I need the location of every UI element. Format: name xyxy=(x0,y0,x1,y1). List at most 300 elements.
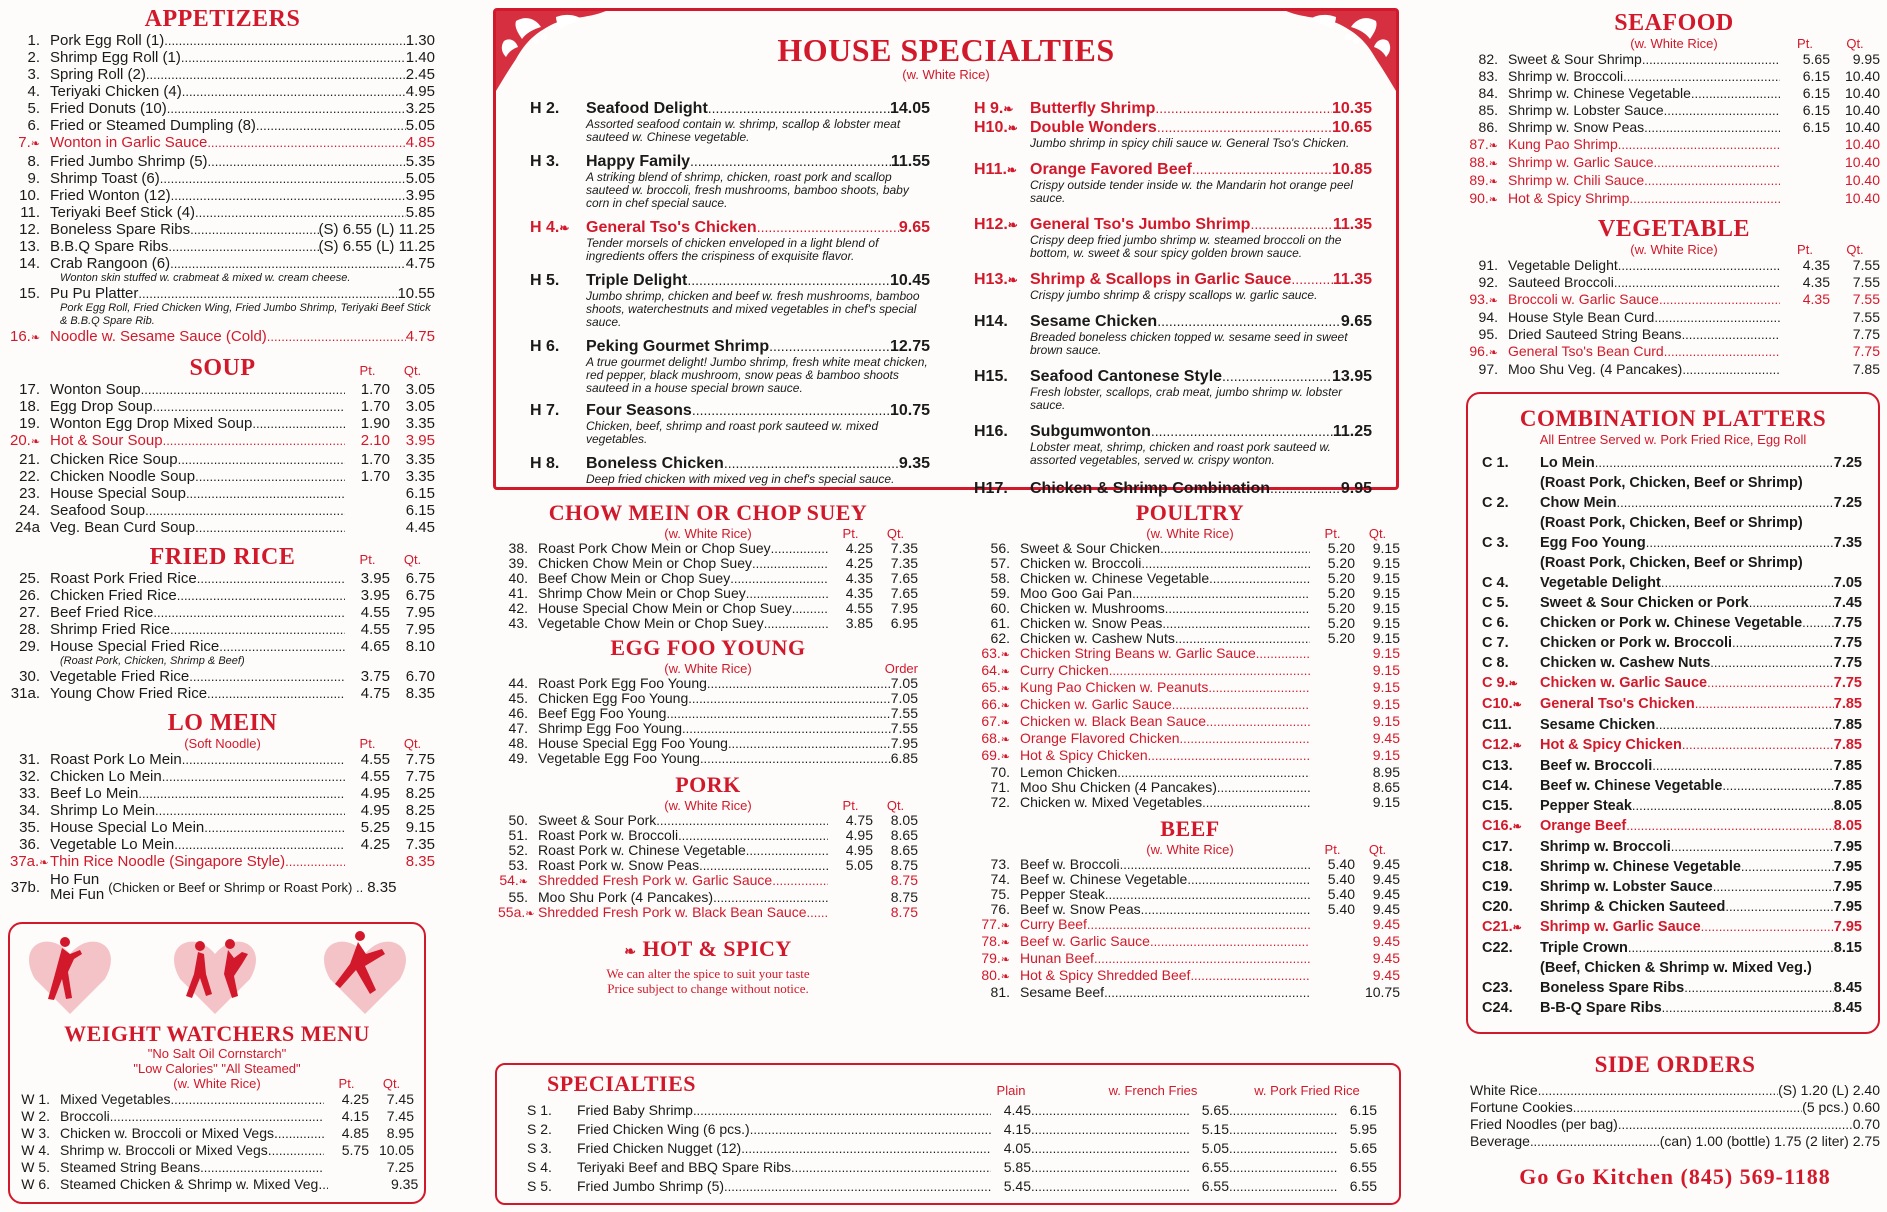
item-number: 70. xyxy=(990,764,1010,780)
pork-subtitle: (w. White Rice) xyxy=(664,798,752,813)
side-orders-section xyxy=(1470,1052,1880,1190)
combination-name: Chicken or Pork w. Chinese Vegetable xyxy=(1540,615,1803,631)
item-price-qt: 7.35 xyxy=(890,555,918,571)
house-specialty-row xyxy=(974,118,1372,137)
hot-spicy-icon: ❧ xyxy=(1488,347,1498,359)
item-name: Chicken Lo Mein xyxy=(50,768,162,785)
menu-item xyxy=(10,381,435,398)
menu-item xyxy=(10,751,435,768)
item-name: Roast Pork Egg Foo Young xyxy=(538,675,707,691)
combination-item xyxy=(1482,837,1862,857)
item-number: 88.❧ xyxy=(1469,154,1498,170)
combination-code: C15. xyxy=(1482,798,1513,814)
item-name: Chicken w. Broccoli xyxy=(1020,555,1142,571)
item-number: 57. xyxy=(990,555,1010,571)
hot-spicy-icon: ❧ xyxy=(1512,740,1522,752)
menu-item xyxy=(10,685,435,702)
item-number: 15. xyxy=(19,285,40,302)
item-37b-desc: (Chicken or Beef or Shrimp or Roast Pork) .. xyxy=(108,879,364,895)
item-price: 2.45 xyxy=(405,66,435,83)
item-name: Chicken w. Broccoli or Mixed Vegs. xyxy=(60,1125,278,1141)
menu-item xyxy=(498,586,918,601)
item-price: 5.85 xyxy=(405,204,435,221)
combination-item xyxy=(1482,694,1862,715)
specialty-item xyxy=(527,1177,1377,1196)
specialty-price-fries: 6.55 xyxy=(1201,1178,1229,1194)
specialties-fries-header: w. French Fries xyxy=(1108,1083,1198,1098)
lo-mein-list xyxy=(10,751,435,872)
item-price-pt: 5.40 xyxy=(1327,856,1355,872)
item-number: 66.❧ xyxy=(981,696,1010,712)
house-specialty-row xyxy=(974,160,1372,179)
house-specialty-code: H15. xyxy=(974,368,1008,385)
hot-spicy-icon: ❧ xyxy=(1512,922,1522,934)
combination-code: C18. xyxy=(1482,859,1513,875)
menu-item xyxy=(1468,343,1880,361)
house-specialty-code: H11.❧ xyxy=(974,161,1017,178)
combination-name: Shrimp w. Chinese Vegetable xyxy=(1540,859,1741,875)
item-price-pt: 5.20 xyxy=(1327,600,1355,616)
mei-fun-label: Mei Fun xyxy=(50,886,105,903)
combination-code: C10.❧ xyxy=(1482,696,1522,712)
house-specialty-price: 10.85 xyxy=(1331,161,1372,178)
menu-item xyxy=(1468,361,1880,378)
menu-item xyxy=(498,873,918,890)
item-name: Shrimp Egg Roll (1) xyxy=(50,49,181,66)
item-number: 24a xyxy=(14,519,40,536)
item-name: Chicken w. Garlic Sauce xyxy=(1020,696,1172,712)
menu-item xyxy=(14,1142,414,1159)
house-specialty-code: H 5. xyxy=(530,272,560,289)
item-number: 79.❧ xyxy=(981,950,1010,966)
pork-pt-header: Pt. xyxy=(842,798,859,813)
menu-item xyxy=(10,819,435,836)
hot-spicy-icon: ❧ xyxy=(1000,649,1010,661)
chow-mein-pt-header: Pt. xyxy=(842,526,859,541)
item-name: Crab Rangoon (6) xyxy=(50,255,171,272)
house-specialty-name: Peking Gourmet Shrimp xyxy=(586,338,770,355)
combination-code: C22. xyxy=(1482,940,1513,956)
item-price-qt: 7.35 xyxy=(890,540,918,556)
item-name: Curry Chicken xyxy=(1020,662,1109,678)
menu-item xyxy=(10,451,435,468)
house-specialty-item xyxy=(530,271,930,329)
item-number: 18. xyxy=(19,398,40,415)
item-price-pt: 4.85 xyxy=(341,1125,369,1141)
combination-code: C12.❧ xyxy=(1482,737,1522,753)
combination-price: 7.75 xyxy=(1833,675,1862,691)
item-number: 52. xyxy=(508,842,528,858)
menu-item xyxy=(498,616,918,631)
combination-title: COMBINATION PLATTERS xyxy=(1519,406,1827,431)
specialty-price-rice: 6.15 xyxy=(1349,1102,1377,1118)
house-specialty-name: Chicken & Shrimp Combination xyxy=(1030,480,1271,497)
specialty-name: Teriyaki Beef and BBQ Spare Ribs xyxy=(577,1159,791,1175)
item-price: 4.75 xyxy=(405,328,435,345)
lo-mein-subtitle: (Soft Noodle) xyxy=(184,736,261,751)
specialty-name: Fried Chicken Nugget (12) xyxy=(577,1140,742,1156)
item-number: 2. xyxy=(27,49,40,66)
item-number: 24. xyxy=(19,502,40,519)
combination-sub: (Roast Pork, Chicken, Beef or Shrimp) xyxy=(1540,475,1803,491)
item-price-pt: 4.25 xyxy=(845,555,873,571)
item-number: 91. xyxy=(1478,257,1498,273)
menu-item xyxy=(980,795,1400,810)
item-number: 11. xyxy=(20,204,40,221)
house-specialty-row xyxy=(530,218,930,237)
menu-item xyxy=(14,1091,414,1108)
item-price-qt: 6.75 xyxy=(405,570,435,587)
item-name: Chicken Egg Foo Young xyxy=(538,690,689,706)
combination-name: Lo Mein xyxy=(1540,455,1595,471)
hot-spicy-icon: ❧ xyxy=(1508,678,1518,690)
seafood-qt-header: Qt. xyxy=(1846,36,1864,51)
item-price-qt: 8.65 xyxy=(890,827,918,843)
hot-spicy-icon: ❧ xyxy=(1488,295,1498,307)
combination-code: C 6. xyxy=(1482,615,1509,631)
side-order-name: Fortune Cookies xyxy=(1470,1099,1573,1115)
item-number: 30. xyxy=(19,668,40,685)
item-price-pt: 5.05 xyxy=(845,857,873,873)
house-specialty-name: Double Wonders xyxy=(1030,119,1157,136)
combination-item xyxy=(1482,857,1862,877)
item-number: 20.❧ xyxy=(10,432,41,449)
item-number: 8. xyxy=(27,153,40,170)
item-number: 81. xyxy=(990,984,1010,1000)
item-price-pt: 4.35 xyxy=(1802,274,1830,290)
item-number: W 4. xyxy=(21,1142,50,1158)
item-name: Shredded Fresh Pork w. Garlic Sauce xyxy=(538,872,773,888)
item-number: 55a.❧ xyxy=(498,904,535,920)
item-number: W 5. xyxy=(21,1159,50,1175)
item-37b-price: 8.35 xyxy=(367,878,397,896)
item-price-pt: 4.55 xyxy=(360,751,390,768)
combination-price: 7.05 xyxy=(1833,575,1862,591)
item-price: 4.85 xyxy=(405,134,435,151)
house-specialty-desc: Jumbo shrimp in spicy chili sauce w. General Tso's Chicken. xyxy=(1030,136,1350,150)
item-name: Sesame Beef xyxy=(1020,984,1105,1000)
house-specialty-row xyxy=(530,401,930,420)
menu-item xyxy=(14,1108,414,1125)
item-price-pt: 5.20 xyxy=(1327,585,1355,601)
item-price-qt: 7.55 xyxy=(1852,309,1880,325)
house-specialty-row xyxy=(974,479,1372,498)
house-specialty-row xyxy=(530,152,930,171)
item-price-pt: 6.15 xyxy=(1802,102,1830,118)
item-name: Wonton Egg Drop Mixed Soup xyxy=(50,415,253,432)
item-price-pt: 4.25 xyxy=(360,836,390,853)
house-specialty-name: Happy Family xyxy=(586,153,691,170)
menu-item xyxy=(980,556,1400,571)
ww-line2: "Low Calories" "All Steamed" xyxy=(133,1061,301,1076)
item-price-pt: 4.75 xyxy=(360,685,390,702)
menu-item xyxy=(980,857,1400,872)
combination-item xyxy=(1482,613,1862,633)
item-name: Beef Egg Foo Young xyxy=(538,705,667,721)
house-specialty-name: Butterfly Shrimp xyxy=(1030,100,1156,117)
item-number: 46. xyxy=(508,705,528,721)
item-name: Boneless Spare Ribs xyxy=(50,221,191,238)
item-price: 7.55 xyxy=(890,705,918,721)
item-name: Roast Pork w. Snow Peas xyxy=(538,857,700,873)
fried-rice-list xyxy=(10,570,435,702)
menu-item xyxy=(980,631,1400,646)
item-price-qt: 10.40 xyxy=(1844,102,1880,118)
menu-item xyxy=(10,621,435,638)
combination-price: 7.95 xyxy=(1833,879,1862,895)
item-note: Pork Egg Roll, Fried Chicken Wing, Fried Jumbo Shrimp, Teriyaki Beef Stick & B.B.Q Spare Rib. xyxy=(60,302,431,327)
house-specialty-price: 11.35 xyxy=(1332,271,1372,288)
house-specialty-desc: A striking blend of shrimp, chicken, roast pork and scallop sauteed w. broccoli, fresh mushrooms, bamboo shoots, baby corn in chef special sauce. xyxy=(586,170,909,210)
menu-item xyxy=(1468,154,1880,172)
weight-watchers-box xyxy=(8,922,426,1204)
hot-spicy-icon: ❧ xyxy=(1000,683,1010,695)
house-specialty-price: 13.95 xyxy=(1331,368,1372,385)
item-price: 7.05 xyxy=(890,675,918,691)
item-price-qt: 8.65 xyxy=(890,842,918,858)
combination-code: C 4. xyxy=(1482,575,1509,591)
item-price-qt: 10.40 xyxy=(1844,154,1880,170)
item-number: 37a.❧ xyxy=(10,853,49,870)
house-specialty-price: 9.35 xyxy=(898,455,930,472)
item-price-qt: 9.45 xyxy=(1372,901,1400,917)
house-specialty-code: H12.❧ xyxy=(974,216,1018,233)
hot-spicy-title: HOT & SPICY xyxy=(642,936,792,961)
combination-code: C 1. xyxy=(1482,455,1509,471)
item-price: 5.35 xyxy=(405,153,435,170)
specialty-code: S 3. xyxy=(527,1140,552,1156)
item-price: 1.30 xyxy=(405,32,435,49)
combination-item xyxy=(1482,735,1862,756)
item-name: Moo Goo Gai Pan xyxy=(1020,585,1133,601)
item-number: 82. xyxy=(1478,51,1498,67)
item-price-pt: 5.40 xyxy=(1327,871,1355,887)
weight-watchers-art xyxy=(10,924,424,1024)
house-specialty-code: H16. xyxy=(974,423,1008,440)
item-price-pt: 4.65 xyxy=(360,638,390,655)
weight-watchers-list xyxy=(10,1091,424,1193)
specialty-price-rice: 6.55 xyxy=(1349,1159,1377,1175)
item-price-qt: 9.15 xyxy=(1372,630,1400,646)
menu-item xyxy=(498,571,918,586)
item-number: 59. xyxy=(990,585,1010,601)
house-specialty-name: Boneless Chicken xyxy=(586,455,724,472)
item-price-qt: 3.05 xyxy=(405,381,435,398)
combination-price: 8.05 xyxy=(1833,798,1862,814)
house-specialty-name: General Tso's Jumbo Shrimp xyxy=(1030,216,1251,233)
item-number: 45. xyxy=(508,690,528,706)
item-number: 31. xyxy=(19,751,40,768)
house-specialty-code: H 7. xyxy=(530,402,560,419)
house-specialty-price: 10.75 xyxy=(889,402,930,419)
menu-item xyxy=(1468,172,1880,190)
holly-corner-left-icon xyxy=(496,11,606,91)
item-price: 4.75 xyxy=(405,255,435,272)
item-name: Chicken String Beans w. Garlic Sauce xyxy=(1020,645,1256,661)
item-number: 25. xyxy=(19,570,40,587)
item-price-pt: 4.35 xyxy=(845,585,873,601)
chow-mein-list xyxy=(498,541,918,631)
item-name: Wonton Soup xyxy=(50,381,141,398)
item-number: 35. xyxy=(19,819,40,836)
house-specialty-item xyxy=(974,312,1372,357)
menu-item xyxy=(980,917,1400,934)
house-specialty-desc: Chicken, beef, shrimp and roast pork sauteed w. mixed vegetables. xyxy=(586,419,879,446)
item-price-qt: 10.40 xyxy=(1844,119,1880,135)
combination-name: Boneless Spare Ribs xyxy=(1540,980,1685,996)
item-price-qt: 8.95 xyxy=(1372,764,1400,780)
combination-price: 7.95 xyxy=(1833,859,1862,875)
item-number: 40. xyxy=(508,570,528,586)
item-price: 7.05 xyxy=(890,690,918,706)
menu-item xyxy=(980,934,1400,951)
item-number: 54.❧ xyxy=(499,872,528,888)
center-right-column xyxy=(980,500,1400,1000)
menu-item xyxy=(10,285,435,302)
specialty-code: S 5. xyxy=(527,1178,552,1194)
item-name: Teriyaki Chicken (4) xyxy=(50,83,182,100)
hot-spicy-icon: ❧ xyxy=(1000,751,1010,763)
item-name: Moo Shu Pork (4 Pancakes) xyxy=(538,889,714,905)
item-number: 39. xyxy=(508,555,528,571)
ww-qt-header: Qt. xyxy=(382,1076,401,1091)
specialties-plain-header: Plain xyxy=(996,1083,1026,1098)
item-price-pt: 4.55 xyxy=(360,768,390,785)
item-number: 61. xyxy=(990,615,1010,631)
menu-item xyxy=(498,541,918,556)
side-order-price: (can) 1.00 (bottle) 1.75 (2 liter) 2.75 xyxy=(1659,1133,1880,1149)
house-specialty-item xyxy=(974,270,1372,302)
combination-code: C 3. xyxy=(1482,535,1509,551)
specialty-name: Fried Jumbo Shrimp (5) xyxy=(577,1178,725,1194)
menu-item xyxy=(980,872,1400,887)
combination-item xyxy=(1482,673,1862,694)
item-price-qt: 7.45 xyxy=(386,1091,414,1107)
combination-item xyxy=(1482,796,1862,816)
menu-item xyxy=(10,502,435,519)
item-price-qt: 9.15 xyxy=(1372,645,1400,661)
specialty-price-fries: 5.65 xyxy=(1201,1102,1229,1118)
combination-price: 7.85 xyxy=(1833,737,1862,753)
menu-item xyxy=(498,858,918,873)
combination-item xyxy=(1482,816,1862,837)
item-name: Vegetable Lo Mein xyxy=(50,836,175,853)
specialty-price-rice: 5.95 xyxy=(1349,1121,1377,1137)
item-name: Moo Shu Chicken (4 Pancakes) xyxy=(1020,779,1217,795)
combination-price: 8.15 xyxy=(1833,940,1862,956)
item-price-pt: 5.25 xyxy=(360,819,390,836)
item-price-qt: 9.35 xyxy=(390,1176,419,1192)
menu-item xyxy=(980,780,1400,795)
combination-name: Chicken w. Garlic Sauce xyxy=(1540,675,1708,691)
item-price-pt: 1.90 xyxy=(360,415,390,432)
item-price-qt: 9.45 xyxy=(1372,856,1400,872)
left-column xyxy=(10,6,435,902)
item-number: W 3. xyxy=(21,1125,50,1141)
menu-item xyxy=(10,785,435,802)
item-name: Roast Pork Chow Mein or Chop Suey xyxy=(538,540,771,556)
side-order-price: (5 pcs.) 0.60 xyxy=(1802,1099,1880,1115)
item-number: 16.❧ xyxy=(10,328,41,345)
house-specialty-code: H10.❧ xyxy=(974,119,1018,136)
menu-item xyxy=(10,204,435,221)
item-name: Fried Jumbo Shrimp (5) xyxy=(50,153,208,170)
beef-list xyxy=(980,857,1400,1000)
house-specialty-price: 10.45 xyxy=(889,272,930,289)
hot-spicy-icon: ❧ xyxy=(1006,163,1017,177)
ww-line3: (w. White Rice) xyxy=(173,1076,261,1091)
poultry-title: POULTRY xyxy=(1135,500,1245,525)
item-price-pt: 5.75 xyxy=(341,1142,369,1158)
house-specialty-code: H14. xyxy=(974,313,1008,330)
item-price-qt: 9.15 xyxy=(1372,679,1400,695)
item-number: 32. xyxy=(19,768,40,785)
combination-name: Vegetable Delight xyxy=(1540,575,1661,591)
item-price-qt: 9.45 xyxy=(1372,886,1400,902)
chow-mein-qt-header: Qt. xyxy=(886,526,905,541)
house-specialty-name: General Tso's Chicken xyxy=(586,219,757,236)
item-number: 63.❧ xyxy=(981,645,1010,661)
item-price-pt: 5.40 xyxy=(1327,886,1355,902)
house-specialties-box xyxy=(493,8,1399,497)
item-name: Fried or Steamed Dumpling (8) xyxy=(50,117,256,134)
hot-spicy-icon: ❧ xyxy=(1488,140,1498,152)
house-specialty-item xyxy=(974,367,1372,412)
item-number: 77.❧ xyxy=(981,916,1010,932)
item-price-pt: 3.95 xyxy=(360,570,390,587)
combination-code: C23. xyxy=(1482,980,1513,996)
item-number: 50. xyxy=(508,812,528,828)
house-specialty-desc: Tender morsels of chicken enveloped in a light blend of ingredients offers the crispiness of exquisite flavor. xyxy=(586,236,879,263)
combination-item xyxy=(1482,877,1862,897)
item-price-qt: 9.45 xyxy=(1372,871,1400,887)
ww-pt-header: Pt. xyxy=(338,1076,355,1091)
side-order-name: White Rice xyxy=(1470,1082,1538,1098)
item-name: Shrimp w. Chili Sauce xyxy=(1508,172,1645,188)
item-price-pt: 6.15 xyxy=(1802,119,1830,135)
specialty-price-plain: 4.15 xyxy=(1003,1121,1031,1137)
house-specialty-row xyxy=(974,99,1372,118)
combination-name: Sesame Chicken xyxy=(1540,717,1656,733)
house-specialty-name: Sesame Chicken xyxy=(1030,313,1158,330)
item-number: 71. xyxy=(990,779,1010,795)
item-price: 3.25 xyxy=(405,100,435,117)
combination-item xyxy=(1482,573,1862,593)
item-name: Fried Donuts (10) xyxy=(50,100,167,117)
item-price-qt: 7.85 xyxy=(1852,361,1880,377)
item-price-qt: 7.55 xyxy=(1852,257,1880,273)
combination-list xyxy=(1468,447,1878,1018)
item-number: 74. xyxy=(990,871,1010,887)
vegetable-qt-header: Qt. xyxy=(1846,242,1864,257)
item-price-qt: 10.05 xyxy=(378,1142,414,1158)
menu-item xyxy=(980,586,1400,601)
house-specialty-row xyxy=(974,422,1372,441)
combination-price: 7.75 xyxy=(1833,615,1862,631)
house-specialty-desc: Crispy deep fried jumbo shrimp w. steamed broccoli on the bottom, w. sweet & sour spicy golden brown sauce. xyxy=(1030,233,1342,260)
item-price-pt: 1.70 xyxy=(360,468,390,485)
item-price-qt: 7.75 xyxy=(405,751,435,768)
item-name: Beef Fried Rice xyxy=(50,604,154,621)
item-name: Shrimp Egg Foo Young xyxy=(538,720,682,736)
combination-name: General Tso's Chicken xyxy=(1540,696,1695,712)
vegetable-subtitle: (w. White Rice) xyxy=(1630,242,1718,257)
side-orders-list xyxy=(1470,1082,1880,1150)
menu-item xyxy=(980,951,1400,968)
house-specialty-name: Shrimp & Scallops in Garlic Sauce xyxy=(1030,271,1292,288)
item-name: Shrimp w. Snow Peas xyxy=(1508,119,1645,135)
item-price-qt: 3.05 xyxy=(405,398,435,415)
